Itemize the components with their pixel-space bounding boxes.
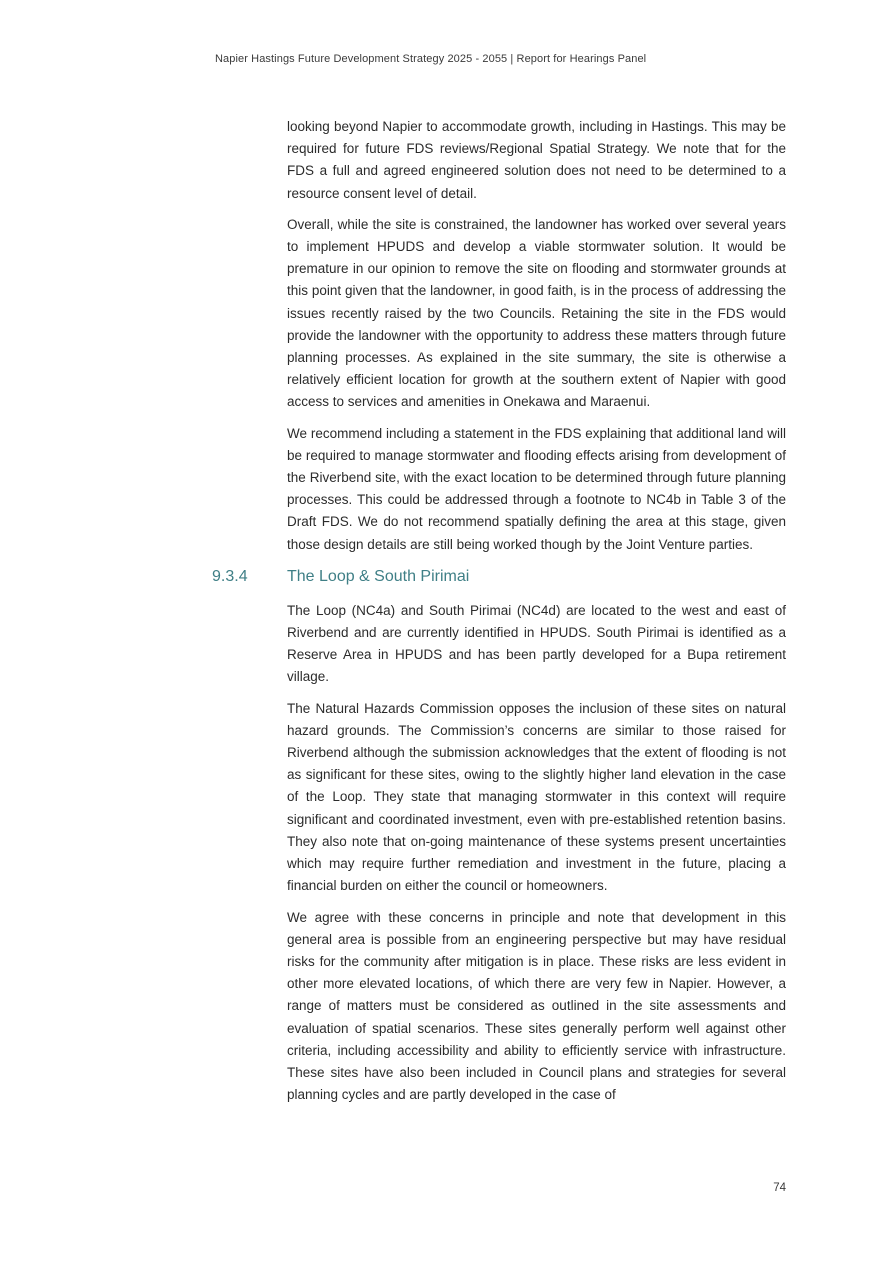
page-body [212,116,786,1115]
body-paragraph: We agree with these concerns in principle and note that development in this general area is possible from an engineering perspective but may have residual risks for the community after mitigation is in place. These risks are less evident in other more elevated locations, of which there are very few in Napier. However, a range of matters must be considered as outlined in the site assessments and evaluation of spatial scenarios. These sites generally perform well against other criteria, including accessibility and ability to efficiently service with infrastructure. These sites have also been included in Council plans and strategies for several planning cycles and are partly developed in the case of [287,909,786,1103]
running-header: Napier Hastings Future Development Strategy 2025 - 2055 | Report for Hearings Panel [215,53,647,65]
section-heading [212,567,786,590]
page-number: 74 [773,1182,786,1194]
body-paragraph: The Natural Hazards Commission opposes the inclusion of these sites on natural hazard grounds. The Commission’s concerns are similar to those raised for Riverbend although the submission acknowledges that the extent of flooding is not as significant for these sites, owing to the slightly higher land elevation in the case of the Loop. They state that managing stormwater in this context will require significant and coordinated investment, even with pre-established retention basins. They also note that on-going maintenance of these systems present uncertainties which may require further remediation and investment in the future, placing a financial burden on either the council or homeowners. [287,700,786,894]
body-paragraph: The Loop (NC4a) and South Pirimai (NC4d) are located to the west and east of Riverbend and are currently identified in HPUDS. South Pirimai is identified as a Reserve Area in HPUDS and has been partly developed for a Bupa retirement village. [287,602,786,685]
body-paragraph: We recommend including a statement in the FDS explaining that additional land will be required to manage stormwater and flooding effects arising from development of the Riverbend site, with the exact location to be determined through future planning processes. This could be addressed through a footnote to NC4b in Table 3 of the Draft FDS. We do not recommend spatially defining the area at this stage, given those design details are still being worked though by the Joint Venture parties. [287,425,786,552]
section-title: The Loop & South Pirimai [287,567,470,585]
section-number: 9.3.4 [212,567,248,585]
body-paragraph: Overall, while the site is constrained, the landowner has worked over several years to implement HPUDS and develop a viable stormwater solution. It would be premature in our opinion to remove the site on flooding and stormwater grounds at this point given that the landowner, in good faith, is in the process of addressing the issues recently raised by the two Councils. Retaining the site in the FDS would provide the landowner with the opportunity to address these matters through future planning processes. As explained in the site summary, the site is otherwise a relatively efficient location for growth at the southern extent of Napier with good access to services and amenities in Onekawa and Maraenui. [287,216,786,410]
body-paragraph: looking beyond Napier to accommodate growth, including in Hastings. This may be required for future FDS reviews/Regional Spatial Strategy. We note that for the FDS a full and agreed engineered solution does not need to be determined to a resource consent level of detail. [287,119,786,201]
